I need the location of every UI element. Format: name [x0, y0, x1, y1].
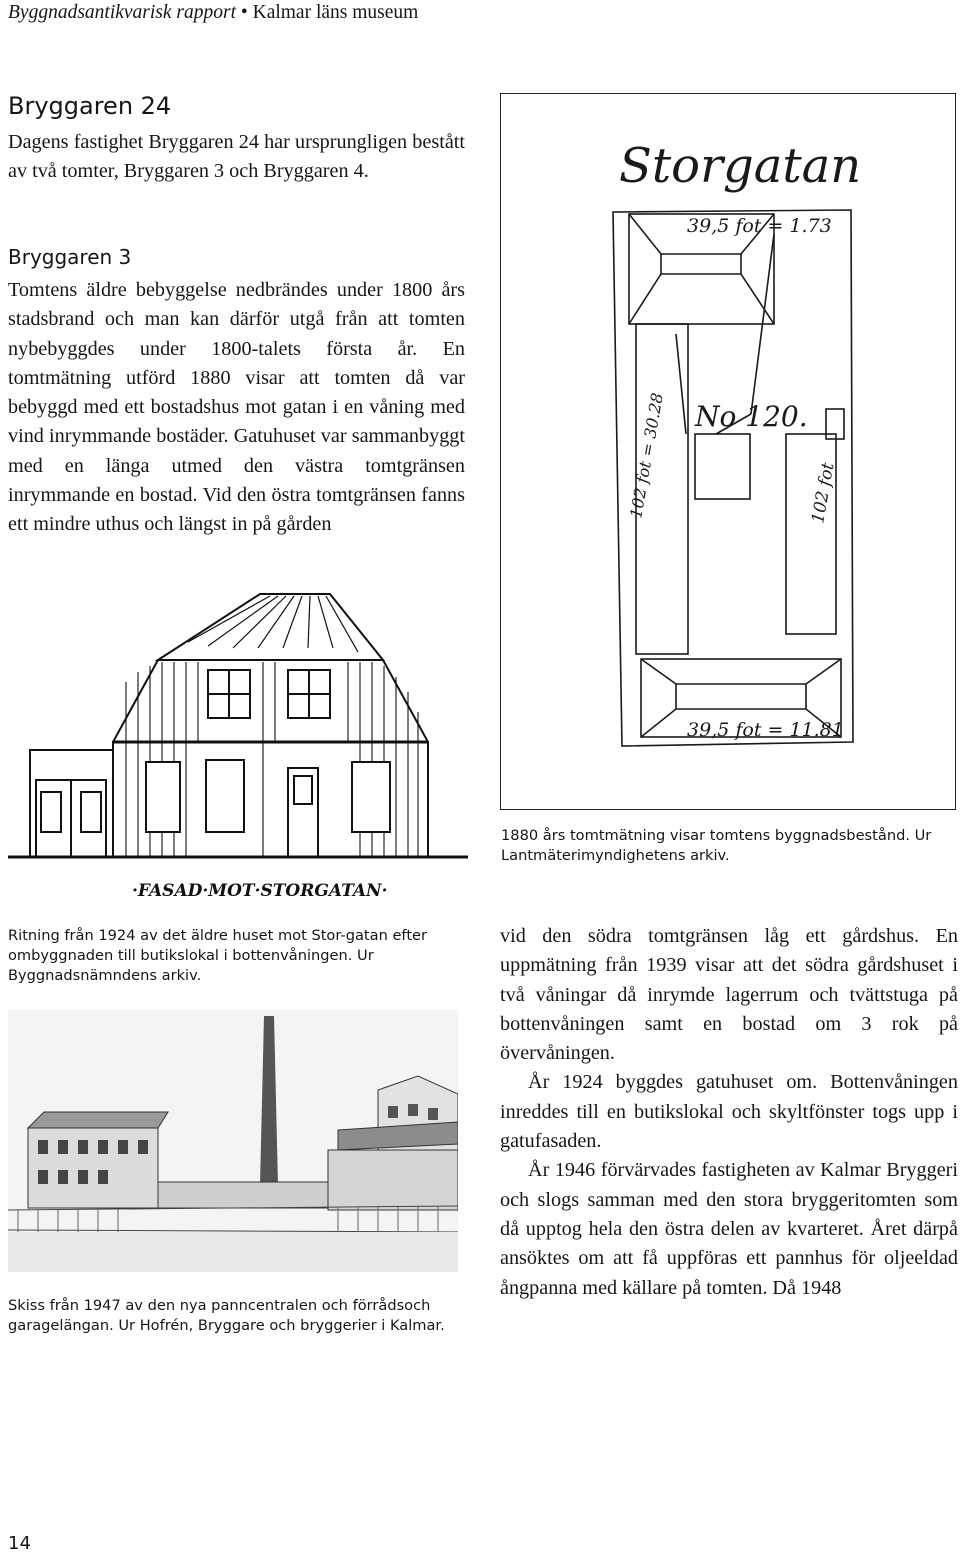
- lot-survey-map: [500, 93, 956, 810]
- right-paragraph-1: vid den södra tomtgränsen låg ett gårdshus. En uppmätning från 1939 visar att det södra gårdshuset i två våningar då inrymde lagerrum och tvättstuga på bottenvåningen samt en bostad om 3 rok på övervåningen.: [500, 925, 958, 1065]
- sketch-caption: Skiss från 1947 av den nya panncentralen och förrådsoch garagelängan. Ur Hofrén, Bryggare och bryggerier i Kalmar.: [8, 1297, 445, 1334]
- section-heading: Bryggaren 3: [8, 245, 132, 269]
- page-title: Bryggaren 24: [8, 92, 172, 120]
- map-right-measure: 102 fot: [808, 461, 839, 525]
- drawing-caption: Ritning från 1924 av det äldre huset mot Stor-gatan efter ombyggnaden till butikslokal i bottenvåningen. Ur Byggnadsnämndens arkiv.: [8, 927, 428, 984]
- right-column-text: [500, 922, 958, 1303]
- map-bottom-measure: 39,5 fot = 11.81: [687, 719, 844, 741]
- running-header: [8, 0, 508, 26]
- map-top-measure: 39,5 fot = 1.73: [687, 215, 832, 237]
- map-lot-number: No 120.: [695, 400, 808, 433]
- publication-title: Byggnadsantikvarisk rapport: [8, 2, 237, 23]
- drawing-title: ·FASAD·MOT·STORGATAN·: [132, 881, 388, 901]
- right-paragraph-2: År 1924 byggdes gatuhuset om. Bottenvåningen inreddes till en butikslokal och skyltfönster togs upp i gatufasaden.: [500, 1071, 958, 1153]
- facade-drawing: [8, 582, 468, 902]
- left-column-paragraph: Tomtens äldre bebyggelse nedbrändes under 1800 års stadsbrand och man kan därför utgå från att tomten nybebyggdes under 1800-talets första år. En tomtmätning utförd 1880 visar att tomten då var bebyggd med ett bostadshus mot gatan i en våning med vind inrymmande bostäder. Gatuhuset var sammanbyggt med en länga utmed den västra tomtgränsen inrymmande en bostad. Vid den östra tomtgränsen fanns ett mindre uthus och längst in på gården: [8, 279, 465, 536]
- right-paragraph-3: År 1946 förvärvades fastigheten av Kalmar Bryggeri och slogs samman med den stora bryggeritomten som då upptog hela den östra delen av kvarteret. Året därpå ansöktes om att få uppföras ett pannhus för oljeeldad ångpanna med källare på tomten. Då 1948: [500, 1159, 958, 1299]
- map-left-measure: 102 fot = 30.28: [626, 391, 667, 520]
- brewery-sketch: [8, 1010, 458, 1272]
- map-street-label: Storgatan: [619, 138, 862, 194]
- page-number: 14: [8, 1533, 31, 1554]
- header-separator: •: [240, 2, 248, 23]
- institution-name: Kalmar läns museum: [252, 2, 419, 23]
- intro-paragraph: Dagens fastighet Bryggaren 24 har ursprungligen bestått av två tomter, Bryggaren 3 och Bryggaren 4.: [8, 131, 465, 183]
- map-caption: 1880 års tomtmätning visar tomtens byggnadsbestånd. Ur Lantmäterimyndighetens arkiv.: [501, 827, 932, 864]
